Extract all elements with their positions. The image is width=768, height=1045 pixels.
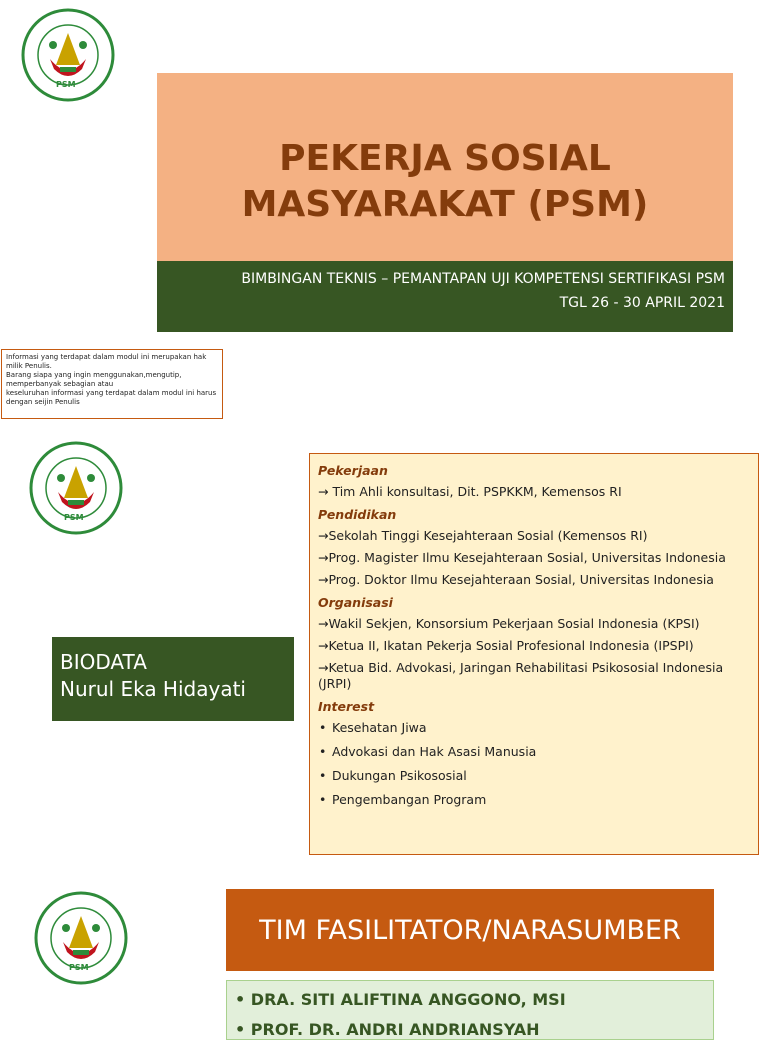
biodata-name: Nurul Eka Hidayati [60,677,246,701]
list-item: • Advokasi dan Hak Asasi Manusia [318,744,750,760]
biodata-box [52,637,294,721]
list-item: • Kesehatan Jiwa [318,720,750,736]
section-pendidikan: Pendidikan [318,507,397,522]
list-item: → Tim Ahli konsultasi, Dit. PSPKKM, Kemensos RI [318,484,622,499]
section-interest: Interest [318,699,375,714]
list-item: • DRA. SITI ALIFTINA ANGGONO, MSI [235,990,566,1009]
biodata-details [309,453,759,855]
logo-psm-text-2: PSM [64,513,84,522]
logo-psm-text: PSM [56,80,76,89]
list-item: • Dukungan Psikososial [318,768,750,784]
list-item: →Prog. Doktor Ilmu Kesejahteraan Sosial, Universitas Indonesia [318,572,714,587]
section-organisasi: Organisasi [318,595,393,610]
list-item: →Sekolah Tinggi Kesejahteraan Sosial (Kemensos RI) [318,528,648,543]
list-item: • Pengembangan Program [318,792,750,808]
copyright-notice [1,349,223,419]
names-box [226,980,714,1040]
logo-psm-text-3: PSM [69,963,89,972]
tim-fasilitator-title [226,889,714,971]
list-item: →Ketua II, Ikatan Pekerja Sosial Profesional Indonesia (IPSPI) [318,638,694,653]
notice-text: Informasi yang terdapat dalam modul ini merupakan hak milik Penulis. Barang siapa yang ingin menggunakan,mengutip, memperbanyak sebagian atau keseluruhan informasi yang terdapat dalam modul ini harus dengan seijin Penulis [6,353,217,406]
subtitle-line1: BIMBINGAN TEKNIS – PEMANTAPAN UJI KOMPETENSI SERTIFIKASI PSM [241,271,725,287]
section-pekerjaan: Pekerjaan [318,463,388,478]
title-box [157,73,733,261]
list-item: • PROF. DR. ANDRI ANDRIANSYAH [235,1020,540,1039]
slide-title: PEKERJA SOSIAL MASYARAKAT (PSM) [241,138,649,225]
biodata-label: BIODATA [60,650,147,674]
list-item: →Ketua Bid. Advokasi, Jaringan Rehabilitasi Psikososial Indonesia (JRPI) [318,660,724,691]
subtitle-line2: TGL 26 - 30 APRIL 2021 [559,295,725,311]
tim-title-text: TIM FASILITATOR/NARASUMBER [259,914,681,946]
subtitle-box [157,261,733,332]
list-item: →Prog. Magister Ilmu Kesejahteraan Sosial, Universitas Indonesia [318,550,726,565]
list-item: →Wakil Sekjen, Konsorsium Pekerjaan Sosial Indonesia (KPSI) [318,616,700,631]
